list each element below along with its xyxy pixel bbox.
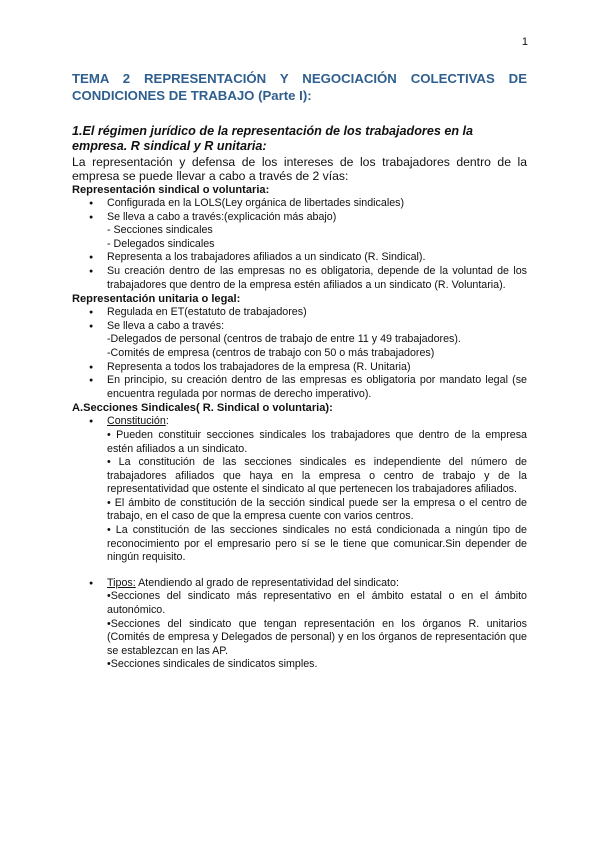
constitucion-label: Constitución (107, 415, 166, 428)
document-body (72, 124, 527, 672)
list-item: ● Su creación dentro de las empresas no es obligatoria, depende de la voluntad de los trabajadores que dentro de la empresa estén afiliados a un sindicato (R. Voluntaria). (72, 265, 527, 292)
paragraph: •Secciones sindicales de sindicatos simples. (107, 658, 318, 671)
tipos-list (72, 577, 527, 672)
constitucion-colon: : (165, 415, 169, 428)
list-item: ● En principio, su creación dentro de las empresas es obligatoria por mandato legal (se encuentra regulada por normas de derecho imperativo). (72, 374, 527, 401)
constitucion-item (72, 415, 527, 565)
dash-item: -Delegados de personal (centros de trabajo de entre 11 y 49 trabajadores). (107, 333, 461, 346)
section-a-heading: A.Secciones Sindicales( R. Sindical o voluntaria): (72, 402, 333, 415)
constitucion-list (72, 415, 527, 565)
spacer (72, 565, 527, 577)
section-1-heading: 1.El régimen jurídico de la representación de los trabajadores en la empresa. R sindical y R unitaria: (72, 124, 474, 153)
document-title: TEMA 2 REPRESENTACIÓN Y NEGOCIACIÓN COLECTIVAS DE CONDICIONES DE TRABAJO (Parte I): (72, 71, 527, 103)
dash-item: - Delegados sindicales (107, 237, 215, 250)
paragraph: • Pueden constituir secciones sindicales los trabajadores que dentro de la empresa estén afiliados a un sindicato. (107, 428, 527, 455)
dash-item: -Comités de empresa (centros de trabajo con 50 o más trabajadores) (107, 346, 435, 359)
list-item: ● Representa a los trabajadores afiliados a un sindicato (R. Sindical). (72, 251, 527, 265)
dash-item: - Secciones sindicales (107, 224, 213, 237)
section-1-intro: La representación y defensa de los intereses de los trabajadores dentro de la empresa se puede llevar a cabo a través de 2 vías: (72, 155, 527, 183)
unitaria-list (72, 306, 527, 333)
list-item: ● Configurada en la LOLS(Ley orgánica de libertades sindicales) (72, 197, 527, 211)
tipos-item (72, 577, 527, 672)
list-item: ● Se lleva a cabo a través: (72, 320, 527, 334)
sindical-list (72, 197, 527, 224)
list-item: ● Representa a todos los trabajadores de la empresa (R. Unitaria) (72, 361, 527, 375)
list-item: ● Regulada en ET(estatuto de trabajadores) (72, 306, 527, 320)
paragraph: • La constitución de las secciones sindicales no está condicionada a ningún tipo de reconocimiento por el empresario pero sí se le tiene que comunicar.Sin depender de ningún requisito. (107, 524, 527, 564)
list-item-text: Se lleva a cabo a través:(explicación más abajo) (107, 210, 337, 223)
tipos-intro: Atendiendo al grado de representatividad del sindicato: (135, 576, 399, 589)
paragraph: •Secciones del sindicato que tengan representación en los órganos R. unitarios (Comités de empresa y Delegados de personal) y en los órganos de representación que se establezcan en las AP. (107, 617, 527, 657)
paragraph: • El ámbito de constitución de la sección sindical puede ser la empresa o el centro de trabajo, en el caso de que la empresa cuente con varios centros. (107, 496, 527, 523)
tipos-label: Tipos: (107, 576, 136, 589)
paragraph: •Secciones del sindicato más representativo en el ámbito estatal o en el ámbito autonómico. (107, 590, 527, 617)
page-number: 1 (521, 36, 528, 48)
unitaria-list-cont (72, 361, 527, 402)
sindical-list-cont (72, 251, 527, 292)
unitaria-heading: Representación unitaria o legal: (72, 293, 241, 306)
sindical-heading: Representación sindical o voluntaria: (72, 184, 270, 196)
list-item (72, 211, 527, 225)
paragraph: • La constitución de las secciones sindicales es independiente del número de trabajadores afiliados que haya en la empresa o centro de trabajo y de la representatividad que ostente el sindicato al que pertenecen los trabajadores afiliados. (107, 456, 527, 496)
